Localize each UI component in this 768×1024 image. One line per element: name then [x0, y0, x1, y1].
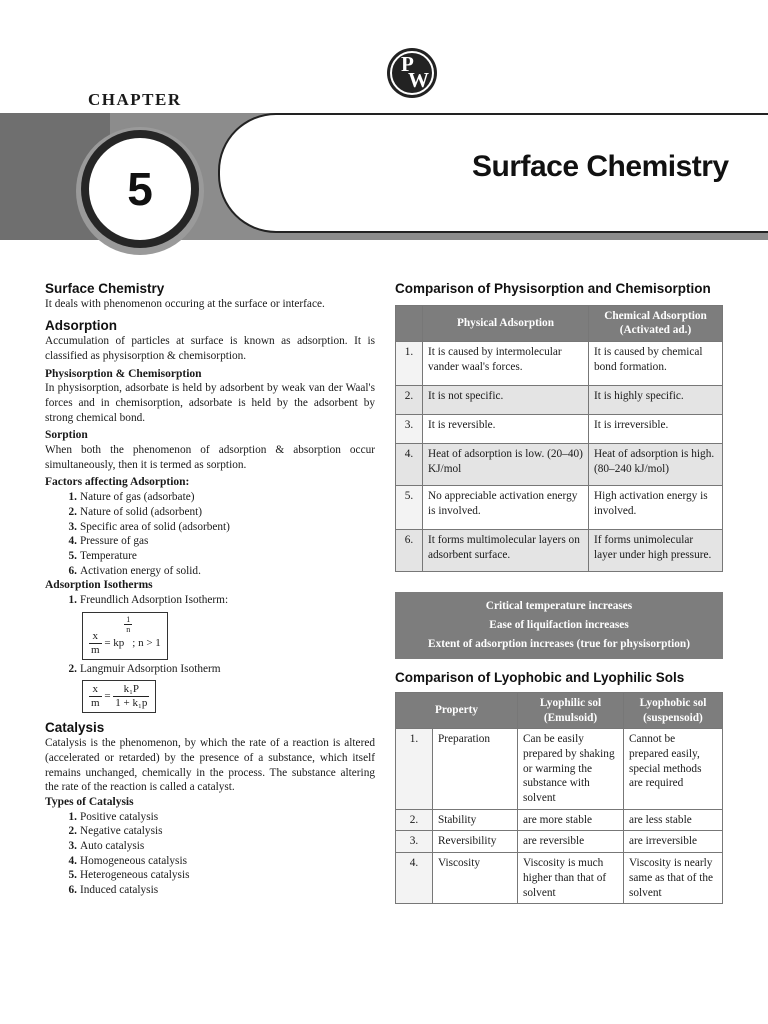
list-item-text: Activation energy of solid.	[80, 564, 201, 577]
physical-cell: It is not specific.	[423, 386, 589, 415]
freundlich-formula	[82, 612, 168, 660]
physchem-text: In physisorption, adsorbate is held by adsorbent by weak van der Waal's forces and in chemisorption, adsorbate is held by the adsorbent by strong chemical bond.	[45, 382, 375, 424]
list-item	[63, 534, 375, 549]
list-item	[63, 883, 375, 898]
list-item-text: Induced catalysis	[80, 884, 159, 897]
numerator: 1	[126, 614, 131, 624]
catalysis-heading: Catalysis	[45, 720, 105, 736]
list-item-text: Langmuir Adsorption Isotherm	[80, 662, 221, 675]
isotherm-list-2	[63, 662, 375, 677]
lyophobic-cell: Viscosity is nearly same as that of the solvent	[624, 853, 723, 904]
list-item	[63, 593, 375, 608]
formula-equals: = kp	[104, 636, 125, 649]
lyophobic-cell: are less stable	[624, 809, 723, 831]
physical-cell: It is reversible.	[423, 415, 589, 444]
physical-cell: It forms multimolecular layers on adsorbent surface.	[423, 530, 589, 572]
table-header-row	[396, 692, 723, 728]
row-index: 1.	[396, 342, 423, 386]
row-index: 6.	[396, 530, 423, 572]
comparison-physi-chemi-heading: Comparison of Physisorption and Chemisorption	[395, 281, 711, 296]
denominator: m	[91, 643, 100, 656]
row-index: 4.	[396, 444, 423, 486]
sorption-heading: Sorption	[45, 429, 88, 442]
physical-cell: No appreciable activation energy is involved.	[423, 486, 589, 530]
table-row	[396, 831, 723, 853]
list-item	[63, 505, 375, 520]
physical-adsorption-header: Physical Adsorption	[423, 305, 589, 341]
sorption-text: When both the phenomenon of adsorption & absorption occur simultaneously, then it is termed as sorption.	[45, 444, 375, 471]
row-index: 2.	[396, 809, 433, 831]
fraction-x-over-m	[89, 683, 102, 710]
types-list	[63, 810, 375, 898]
physchem-heading: Physisorption & Chemisorption	[45, 367, 202, 380]
list-number: 4.	[68, 854, 77, 867]
list-item	[63, 490, 375, 505]
denominator: m	[91, 697, 100, 710]
list-item-text: Specific area of solid (adsorbent)	[80, 520, 230, 533]
property-cell: Stability	[433, 809, 518, 831]
lyophobic-cell: Cannot be prepared easily, special methods are required	[624, 729, 723, 810]
table-row	[396, 729, 723, 810]
lyophobic-header: Lyophobic sol (suspensoid)	[624, 692, 723, 728]
list-item	[63, 854, 375, 869]
factors-list	[63, 490, 375, 578]
list-item-text: Homogeneous catalysis	[80, 854, 187, 867]
langmuir-formula	[82, 680, 156, 713]
logo-letter-w: W	[408, 68, 429, 92]
numerator: x	[89, 683, 102, 697]
chapter-number: 5	[89, 138, 191, 240]
factors-heading: Factors affecting Adsorption:	[45, 476, 190, 489]
surface-chemistry-text: It deals with phenomenon occuring at the surface or interface.	[45, 297, 325, 310]
adsorption-text: Accumulation of particles at surface is known as adsorption. It is classified as physisorption & chemisorption.	[45, 335, 375, 362]
left-column	[45, 282, 375, 898]
list-number: 2.	[68, 505, 77, 518]
isotherms-heading: Adsorption Isotherms	[45, 579, 153, 592]
list-item	[63, 810, 375, 825]
critical-temperature-banner	[395, 592, 723, 659]
chemical-cell: It is caused by chemical bond formation.	[589, 342, 723, 386]
property-header: Property	[396, 692, 518, 728]
chemical-adsorption-header: Chemical Adsorption (Activated ad.)	[589, 305, 723, 341]
row-index: 2.	[396, 386, 423, 415]
list-number: 3.	[68, 840, 77, 853]
lyophilic-cell: Can be easily prepared by shaking or warming the substance with solvent	[518, 729, 624, 810]
table-row	[396, 444, 723, 486]
list-item-text: Nature of solid (adsorbent)	[80, 505, 203, 518]
property-cell: Viscosity	[433, 853, 518, 904]
banner-line: Critical temperature increases	[485, 600, 633, 613]
row-index: 5.	[396, 486, 423, 530]
types-heading: Types of Catalysis	[45, 795, 134, 808]
chemical-cell: Heat of adsorption is high. (80–240 kJ/mol)	[589, 444, 723, 486]
table-row	[396, 809, 723, 831]
lyophilic-cell: are more stable	[518, 809, 624, 831]
list-item	[63, 824, 375, 839]
list-item-text: Negative catalysis	[80, 825, 163, 838]
numerator: k₁P	[113, 683, 149, 697]
numerator: x	[89, 630, 102, 644]
row-index: 1.	[396, 729, 433, 810]
right-column	[395, 282, 723, 904]
adsorption-heading: Adsorption	[45, 318, 117, 334]
list-number: 1.	[68, 491, 77, 504]
list-number: 2.	[68, 662, 77, 675]
table-row	[396, 530, 723, 572]
lyophobic-cell: are irreversible	[624, 831, 723, 853]
denominator: n	[126, 624, 131, 634]
logo-letter-p: P	[401, 52, 414, 76]
table-header-row	[396, 305, 723, 341]
list-number: 6.	[68, 884, 77, 897]
chemical-cell: If forms unimolecular layer under high pressure.	[589, 530, 723, 572]
table-row	[396, 853, 723, 904]
lyophilic-cell: are reversible	[518, 831, 624, 853]
sols-table	[395, 692, 723, 904]
list-item-text: Positive catalysis	[80, 810, 159, 823]
catalysis-text: Catalysis is the phenomenon, by which the rate of a reaction is altered (accelerated or retarded) by the presence of a substance, which itself remains unchanged, chemically in the process. The substance altering the rate of the reaction is called a catalyst.	[45, 737, 375, 794]
lyophilic-header: Lyophilic sol (Emulsoid)	[518, 692, 624, 728]
chemical-cell: It is highly specific.	[589, 386, 723, 415]
row-index: 4.	[396, 853, 433, 904]
row-index: 3.	[396, 831, 433, 853]
list-item-text: Auto catalysis	[80, 840, 145, 853]
isotherm-list-1	[63, 593, 375, 608]
list-item-text: Pressure of gas	[80, 535, 149, 548]
banner-line: Extent of adsorption increases (true for physisorption)	[428, 638, 690, 651]
physi-chemi-table	[395, 305, 723, 572]
publisher-logo	[387, 48, 437, 98]
list-number: 5.	[68, 549, 77, 562]
list-item-text: Freundlich Adsorption Isotherm:	[80, 594, 229, 607]
list-number: 4.	[68, 535, 77, 548]
list-item	[63, 868, 375, 883]
physical-cell: It is caused by intermolecular vander waal's forces.	[423, 342, 589, 386]
list-number: 3.	[68, 520, 77, 533]
surface-chemistry-heading: Surface Chemistry	[45, 281, 165, 296]
list-item	[63, 520, 375, 535]
list-item-text: Nature of gas (adsorbate)	[80, 491, 195, 504]
property-cell: Preparation	[433, 729, 518, 810]
list-item	[63, 564, 375, 579]
list-item	[63, 549, 375, 564]
list-item	[63, 662, 375, 677]
list-item-text: Temperature	[80, 549, 137, 562]
chemical-cell: High activation energy is involved.	[589, 486, 723, 530]
table-row	[396, 415, 723, 444]
list-item-text: Heterogeneous catalysis	[80, 869, 190, 882]
lyophilic-cell: Viscosity is much higher than that of solvent	[518, 853, 624, 904]
table-row	[396, 342, 723, 386]
chemical-cell: It is irreversible.	[589, 415, 723, 444]
list-number: 1.	[68, 810, 77, 823]
fraction-langmuir	[113, 683, 149, 710]
chapter-label: CHAPTER	[88, 90, 182, 109]
chapter-title: Surface Chemistry	[472, 150, 729, 183]
list-number: 2.	[68, 825, 77, 838]
formula-condition: ; n > 1	[132, 636, 161, 649]
table-row	[396, 486, 723, 530]
physical-cell: Heat of adsorption is low. (20–40) KJ/mol	[423, 444, 589, 486]
table-row	[396, 386, 723, 415]
row-index: 3.	[396, 415, 423, 444]
list-number: 5.	[68, 869, 77, 882]
property-cell: Reversibility	[433, 831, 518, 853]
list-item	[63, 839, 375, 854]
denominator: 1 + k₁p	[115, 697, 148, 710]
list-number: 1.	[68, 594, 77, 607]
list-number: 6.	[68, 564, 77, 577]
comparison-sols-heading: Comparison of Lyophobic and Lyophilic Sols	[395, 670, 685, 686]
fraction-x-over-m	[89, 630, 102, 657]
banner-line: Ease of liquifaction increases	[489, 619, 629, 632]
index-header	[396, 305, 423, 341]
formula-equals: =	[104, 690, 111, 703]
exponent-fraction	[124, 615, 132, 634]
